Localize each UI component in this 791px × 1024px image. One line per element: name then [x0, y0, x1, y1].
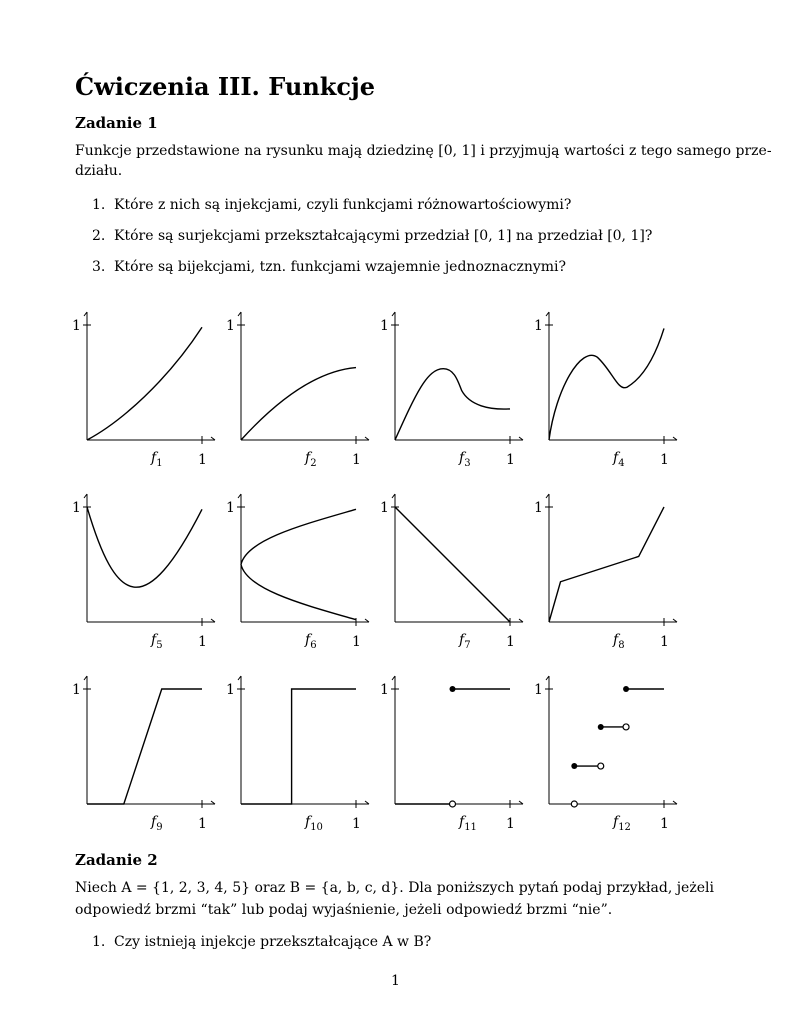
closed-endpoint — [571, 763, 577, 769]
x-tick-label: 1 — [198, 452, 207, 468]
function-subscript: 6 — [310, 640, 317, 651]
function-subscript: 3 — [464, 458, 471, 469]
question-text: Które z nich są injekcjami, czyli funkcjami różnowartościowymi? — [114, 197, 572, 213]
question-number: 3. — [92, 259, 106, 275]
y-tick-label: 1 — [72, 682, 81, 698]
question-number: 1. — [92, 197, 106, 213]
graph-5 — [72, 494, 215, 651]
y-tick-label: 1 — [380, 500, 389, 516]
graph-12 — [534, 676, 677, 833]
function-subscript: 7 — [464, 640, 471, 651]
function-curve — [241, 689, 356, 804]
graph-7 — [380, 494, 523, 651]
function-label: $f_3$ — [459, 450, 471, 469]
function-subscript: 12 — [618, 822, 631, 833]
graph-3 — [380, 312, 523, 469]
function-curve — [87, 327, 202, 440]
graph-6 — [226, 494, 369, 651]
function-label: $f_{10}$ — [305, 814, 323, 833]
task1-intro-line2: działu. — [75, 163, 123, 179]
function-subscript: 1 — [156, 458, 163, 469]
y-tick-label: 1 — [72, 500, 81, 516]
x-tick-label: 1 — [660, 452, 669, 468]
function-curve — [549, 507, 664, 622]
function-curve — [87, 689, 202, 804]
function-subscript: 9 — [156, 822, 163, 833]
task1-heading: Zadanie 1 — [75, 114, 158, 132]
x-tick-label: 1 — [506, 452, 515, 468]
function-curve — [241, 368, 356, 440]
x-tick-label: 1 — [506, 816, 515, 832]
function-subscript: 4 — [618, 458, 625, 469]
question-text: Które są bijekcjami, tzn. funkcjami wzajemnie jednoznacznymi? — [114, 259, 567, 275]
x-tick-label: 1 — [352, 634, 361, 650]
function-subscript: 11 — [464, 822, 477, 833]
y-tick-label: 1 — [380, 318, 389, 334]
closed-endpoint — [598, 724, 604, 730]
graph-8 — [534, 494, 677, 651]
x-tick-label: 1 — [660, 816, 669, 832]
function-subscript: 5 — [156, 640, 163, 651]
graph-11 — [380, 676, 523, 833]
graph-2 — [226, 312, 369, 469]
y-tick-label: 1 — [226, 682, 235, 698]
graph-4 — [534, 312, 677, 469]
function-label: $f_7$ — [459, 632, 471, 651]
question-text: Czy istnieją injekcje przekształcające A w B? — [114, 934, 432, 950]
function-label: $f_1$ — [151, 450, 163, 469]
page-title: Ćwiczenia III. Funkcje — [75, 72, 375, 101]
function-label: $f_{11}$ — [459, 814, 477, 833]
graph-1 — [72, 312, 215, 469]
function-curve — [395, 507, 510, 622]
closed-endpoint — [623, 686, 629, 692]
function-label: $f_6$ — [305, 632, 317, 651]
question-number: 2. — [92, 228, 106, 244]
graph-9 — [72, 676, 215, 833]
y-tick-label: 1 — [534, 318, 543, 334]
question-text: Które są surjekcjami przekształcającymi przedział [0, 1] na przedział [0, 1]? — [114, 228, 653, 244]
function-label: $f_{12}$ — [613, 814, 631, 833]
function-curve — [87, 507, 202, 587]
task2-line1: Niech A = {1, 2, 3, 4, 5} oraz B = {a, b, c, d}. Dla poniższych pytań podaj przykład, jeżeli — [75, 880, 714, 896]
x-tick-label: 1 — [352, 816, 361, 832]
y-tick-label: 1 — [534, 682, 543, 698]
page-number: 1 — [391, 973, 400, 989]
y-tick-label: 1 — [380, 682, 389, 698]
open-endpoint — [598, 763, 604, 769]
graph-10 — [226, 676, 369, 833]
task2-heading: Zadanie 2 — [75, 851, 158, 869]
x-tick-label: 1 — [352, 452, 361, 468]
y-tick-label: 1 — [72, 318, 81, 334]
y-tick-label: 1 — [226, 318, 235, 334]
function-curve — [241, 509, 356, 619]
function-subscript: 10 — [310, 822, 323, 833]
x-tick-label: 1 — [198, 634, 207, 650]
closed-endpoint — [450, 686, 456, 692]
function-subscript: 2 — [310, 458, 317, 469]
function-subscript: 8 — [618, 640, 625, 651]
y-tick-label: 1 — [226, 500, 235, 516]
open-endpoint — [450, 801, 456, 807]
question-number: 1. — [92, 934, 106, 950]
x-tick-label: 1 — [660, 634, 669, 650]
task2-question-1 — [92, 934, 431, 950]
y-tick-label: 1 — [534, 500, 543, 516]
open-endpoint — [623, 724, 629, 730]
function-label: $f_4$ — [613, 450, 625, 469]
x-tick-label: 1 — [506, 634, 515, 650]
task2-line2: odpowiedź brzmi “tak” lub podaj wyjaśnienie, jeżeli odpowiedź brzmi “nie”. — [75, 902, 613, 918]
task1-intro-line1: Funkcje przedstawione na rysunku mają dziedzinę [0, 1] i przyjmują wartości z tego samego prze- — [75, 143, 772, 159]
function-curve — [549, 328, 664, 440]
function-label: $f_5$ — [151, 632, 163, 651]
function-label: $f_2$ — [305, 450, 317, 469]
x-tick-label: 1 — [198, 816, 207, 832]
function-label: $f_9$ — [151, 814, 163, 833]
function-curve — [395, 369, 510, 440]
open-endpoint — [571, 801, 577, 807]
function-label: $f_8$ — [613, 632, 625, 651]
